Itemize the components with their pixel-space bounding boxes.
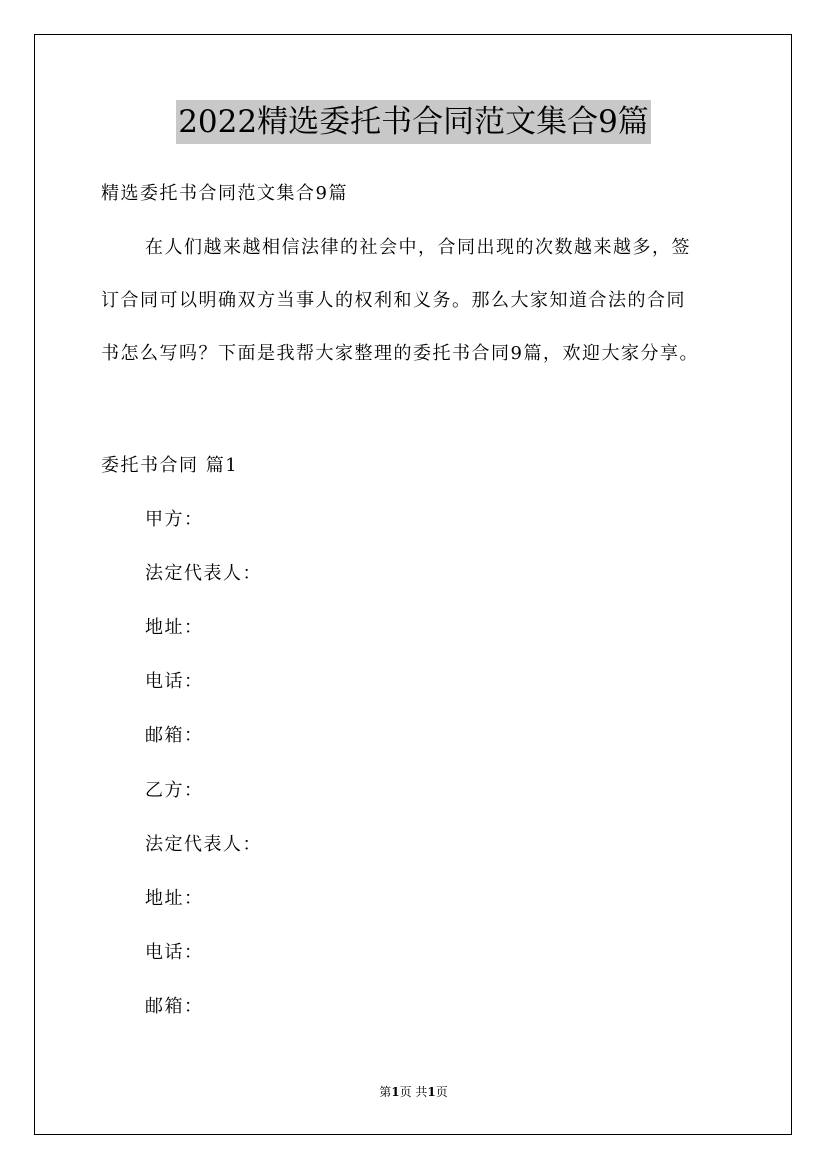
party-b-phone: 电话： xyxy=(145,942,204,963)
party-a-address: 地址： xyxy=(145,617,204,638)
footer-prefix: 第 xyxy=(379,1085,392,1099)
document-subtitle: 精选委托书合同范文集合9篇 xyxy=(101,183,348,204)
party-b-address: 地址： xyxy=(145,888,204,909)
party-b-label: 乙方： xyxy=(145,780,204,801)
footer-total-word: 页 xyxy=(435,1085,448,1099)
footer-total-number: 1 xyxy=(427,1085,436,1099)
footer-page-number: 1 xyxy=(391,1085,400,1099)
title-container xyxy=(0,100,827,144)
page-footer xyxy=(0,1084,827,1100)
party-b-email: 邮箱： xyxy=(145,996,204,1017)
document-title: 2022精选委托书合同范文集合9篇 xyxy=(176,100,651,144)
footer-page-word: 页 xyxy=(399,1085,412,1099)
party-b-rep: 法定代表人： xyxy=(145,834,262,855)
intro-line: 订合同可以明确双方当事人的权利和义务。那么大家知道合法的合同 xyxy=(101,290,686,311)
footer-total-prefix: 共 xyxy=(415,1085,428,1099)
party-a-email: 邮箱： xyxy=(145,725,204,746)
intro-line: 书怎么写吗？下面是我帮大家整理的委托书合同9篇，欢迎大家分享。 xyxy=(101,343,699,364)
intro-line: 在人们越来越相信法律的社会中，合同出现的次数越来越多，签 xyxy=(145,237,691,258)
party-a-phone: 电话： xyxy=(145,671,204,692)
section-heading: 委托书合同 篇1 xyxy=(101,455,239,476)
party-a-label: 甲方： xyxy=(145,509,204,530)
party-a-rep: 法定代表人： xyxy=(145,563,262,584)
